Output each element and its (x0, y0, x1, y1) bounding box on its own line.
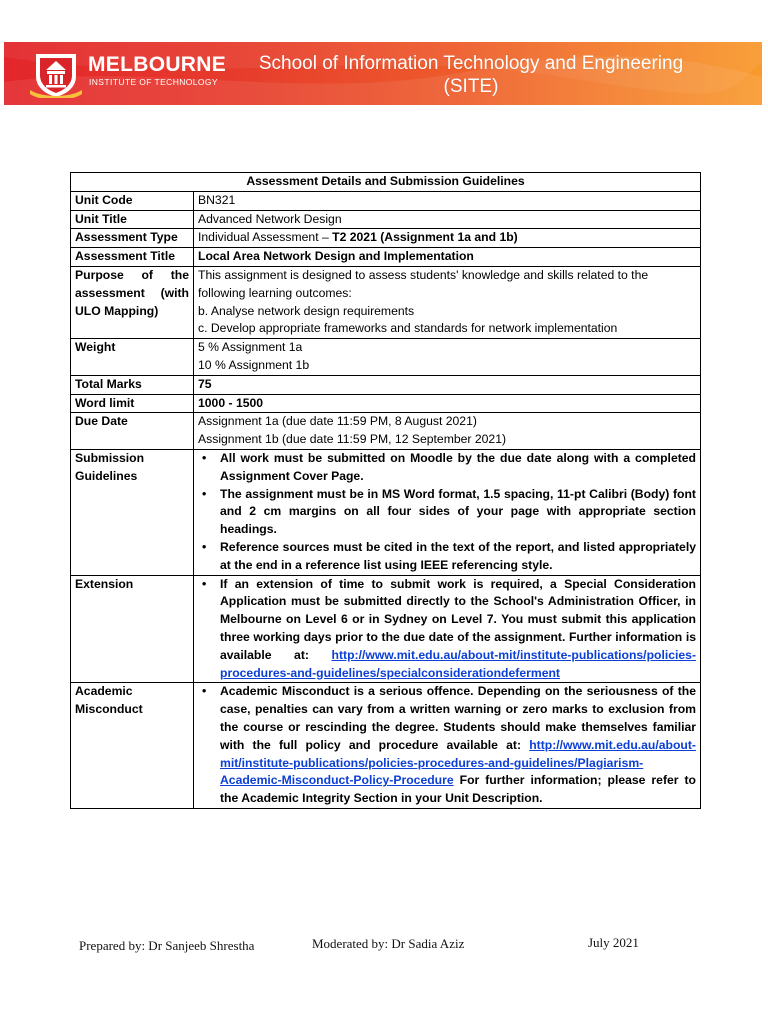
logo-wordmark: MELBOURNE (88, 53, 227, 76)
assessment-title-label: Assessment Title (71, 248, 194, 267)
assessment-title-value: Local Area Network Design and Implementation (194, 248, 701, 267)
due-date-value (194, 413, 701, 450)
misconduct-after-link: For further information; please refer to the Academic Integrity Section in your Unit Description. (220, 773, 696, 806)
table-header-row (71, 173, 701, 192)
purpose-outcome-b: b. Analyse network design requirements (198, 303, 415, 318)
special-consideration-link[interactable]: http://www.mit.edu.au/about-mit/institute-publications/policies-procedures-and-guidelines/specialconsiderationdeferment (220, 647, 697, 680)
extension-label: Extension (71, 575, 194, 683)
misconduct-label: Academic Misconduct (71, 683, 194, 809)
assessment-type-value (194, 229, 701, 248)
extension-text: If an extension of time to submit work is required, a Special Consideration Application must be submitted directly to the School's Administration Officer, in Melbourne on Level 6 or in Sydney on Level 7. You must submit this application three working days prior to the due date of the assignment. Further information is available at: (220, 576, 696, 662)
weight-label: Weight (71, 339, 194, 376)
list-item: • Reference sources must be cited in the text of the report, and listed appropriately at the end in a reference list using IEEE referencing style. (198, 539, 696, 575)
word-limit-value: 1000 - 1500 (194, 394, 701, 413)
weight-value (194, 339, 701, 376)
due-date-line1: Assignment 1a (due date 11:59 PM, 8 August 2021) (198, 414, 477, 429)
weight-line2: 10 % Assignment 1b (198, 357, 310, 372)
submission-list (198, 450, 696, 575)
assessment-type-bold: T2 2021 (Assignment 1a and 1b) (332, 230, 518, 245)
misconduct-policy-link[interactable]: http://www.mit.edu.au/about-mit/institute-publications/policies-procedures-and-guidelines/Plagiarism-Academic-Misconduct-Policy-Procedure (220, 737, 696, 788)
unit-code-label: Unit Code (71, 191, 194, 210)
table-row (71, 449, 701, 575)
document-date: July 2021 (588, 935, 639, 950)
table-row (71, 229, 701, 248)
misconduct-value (194, 683, 701, 809)
table-row (71, 683, 701, 809)
institute-shield-logo-icon (28, 50, 84, 98)
purpose-outcome-c: c. Develop appropriate frameworks and standards for network implementation (198, 321, 618, 336)
unit-code-value: BN321 (194, 191, 701, 210)
purpose-intro: This assignment is designed to assess students' knowledge and skills related to the following learning outcomes: (198, 267, 649, 300)
table-row (71, 339, 701, 376)
due-date-label: Due Date (71, 413, 194, 450)
misconduct-text: Academic Misconduct is a serious offence. Depending on the seriousness of the case, penalties can vary from a written warning or zero marks to exclusion from the course or rescinding the degree. Students should make themselves familiar with the full policy and procedure available at: (220, 684, 696, 752)
table-row (71, 413, 701, 450)
submission-label: Submission Guidelines (71, 449, 194, 575)
submission-value (194, 449, 701, 575)
total-marks-label: Total Marks (71, 375, 194, 394)
misconduct-list (198, 683, 696, 808)
table-row (71, 210, 701, 229)
table-row (71, 248, 701, 267)
total-marks-value: 75 (194, 375, 701, 394)
list-item: • All work must be submitted on Moodle by the due date along with a completed Assignment Cover Page. (198, 450, 696, 486)
school-title-line2: (SITE) (443, 76, 499, 97)
assessment-type-plain: Individual Assessment – (198, 230, 333, 245)
weight-line1: 5 % Assignment 1a (198, 340, 303, 355)
list-item: • The assignment must be in MS Word format, 1.5 spacing, 11-pt Calibri (Body) font and 2 cm margins on all four sides of your page with appropriate section headings. (198, 486, 696, 539)
assessment-details-table (70, 172, 701, 809)
logo-subtitle: INSTITUTE OF TECHNOLOGY (89, 77, 218, 87)
table-row (71, 375, 701, 394)
table-row (71, 266, 701, 338)
school-title-line1: School of Information Technology and Engineering (258, 53, 684, 74)
extension-value (194, 575, 701, 683)
prepared-by: Prepared by: Dr Sanjeeb Shrestha (79, 938, 255, 953)
list-item (198, 576, 696, 683)
unit-title-label: Unit Title (71, 210, 194, 229)
list-item (198, 683, 696, 808)
assessment-type-label: Assessment Type (71, 229, 194, 248)
purpose-value (194, 266, 701, 338)
table-header: Assessment Details and Submission Guidelines (71, 173, 701, 192)
moderated-by: Moderated by: Dr Sadia Aziz (312, 936, 465, 951)
due-date-line2: Assignment 1b (due date 11:59 PM, 12 September 2021) (198, 432, 507, 447)
table-row (71, 575, 701, 683)
table-row (71, 394, 701, 413)
purpose-label: Purpose of the assessment (with ULO Mapping) (71, 266, 194, 338)
header-banner (4, 42, 762, 105)
unit-title-value: Advanced Network Design (194, 210, 701, 229)
extension-list (198, 576, 696, 683)
word-limit-label: Word limit (71, 394, 194, 413)
school-title (216, 52, 726, 98)
table-row (71, 191, 701, 210)
